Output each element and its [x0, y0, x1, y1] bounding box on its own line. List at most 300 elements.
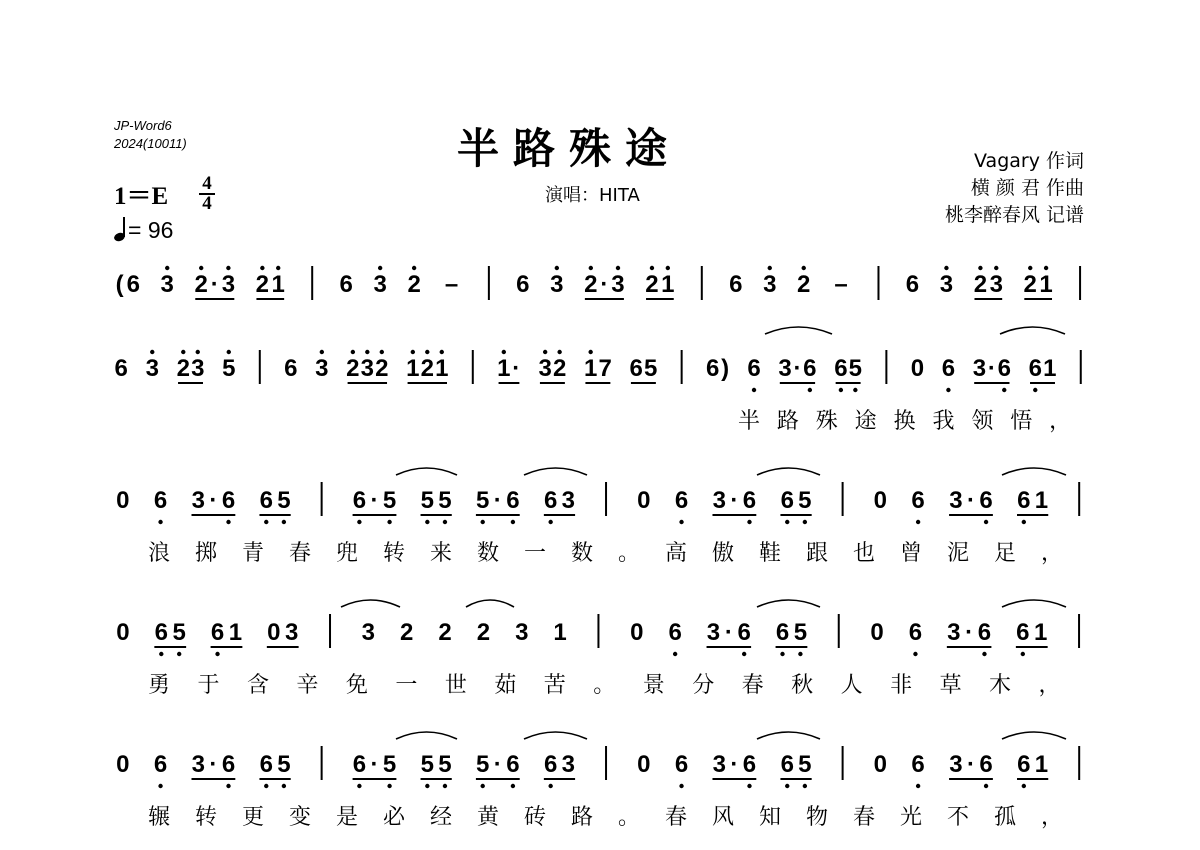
octave-dot-low	[1022, 784, 1026, 788]
note: 2	[400, 619, 414, 646]
octave-dot-low	[853, 388, 857, 392]
note: 2	[194, 271, 208, 298]
lyric-char: 领	[971, 409, 994, 434]
note: 1	[435, 355, 449, 382]
octave-dot-low	[752, 388, 756, 392]
lyric-char: 也	[853, 541, 876, 566]
lyric-char: 变	[289, 805, 312, 830]
note: 5	[798, 487, 812, 514]
octave-dot-low	[481, 784, 485, 788]
octave-dot-low	[1002, 388, 1006, 392]
note: 6	[506, 751, 520, 778]
note: 3	[949, 751, 963, 778]
octave-dot-low	[803, 784, 807, 788]
octave-dot-low	[916, 784, 920, 788]
note: 2	[346, 355, 360, 382]
note: 6	[352, 751, 367, 778]
note: )	[721, 355, 730, 382]
note: 6	[979, 751, 993, 778]
note: 3	[561, 487, 575, 514]
note: 0	[116, 619, 130, 646]
octave-dot-high	[557, 350, 561, 354]
note: 3	[360, 355, 375, 382]
lyric-char: 物	[806, 805, 829, 830]
composer-credit: 横 颜 君 作曲	[970, 177, 1084, 199]
dot-duration: ·	[493, 487, 502, 514]
octave-dot-low	[357, 520, 361, 524]
lyric-char: 半	[738, 409, 761, 434]
note: 3	[972, 355, 987, 382]
octave-dot-high	[351, 350, 355, 354]
octave-dot-high	[543, 350, 547, 354]
octave-dot-high	[802, 266, 806, 270]
lyric-char: 春	[853, 805, 876, 830]
octave-dot-low	[548, 784, 552, 788]
octave-dot-low	[747, 784, 751, 788]
note: 1	[497, 355, 511, 382]
octave-dot-low	[1022, 520, 1026, 524]
note: 7	[598, 355, 612, 382]
dot-duration: ·	[370, 487, 379, 514]
tie-slur	[1002, 732, 1066, 739]
note: 6	[1017, 487, 1031, 514]
note: 3	[550, 271, 564, 298]
octave-dot-high	[589, 266, 593, 270]
note: 5	[382, 751, 397, 778]
octave-dot-high	[227, 350, 231, 354]
note: 6	[941, 355, 956, 382]
octave-dot-low	[425, 520, 429, 524]
note: 6	[210, 619, 225, 646]
note: 6	[908, 619, 923, 646]
note: 3	[949, 487, 963, 514]
note: 6	[516, 271, 530, 298]
lyric-char: ，	[1041, 541, 1064, 566]
time-denominator: 4	[202, 193, 212, 214]
octave-dot-low	[282, 520, 286, 524]
note: 6	[742, 751, 757, 778]
song-title: 半路殊途	[457, 124, 682, 173]
octave-dot-low	[481, 520, 485, 524]
lyric-char: 青	[242, 541, 265, 566]
tie-slur	[341, 600, 400, 607]
lyric-char: 傲	[712, 541, 735, 566]
lyric-char: 更	[242, 805, 265, 830]
software-name: JP-Word6	[114, 118, 172, 133]
note: 2	[375, 355, 389, 382]
note: 6	[729, 271, 743, 298]
octave-dot-low	[158, 520, 162, 524]
note: 5	[382, 487, 397, 514]
note: 6	[153, 751, 168, 778]
lyric-char: 春	[741, 673, 764, 698]
lyric-char: 数	[571, 541, 594, 566]
note: 3	[763, 271, 777, 298]
note: 5	[848, 355, 863, 382]
lyric-char: 人	[840, 673, 863, 698]
note: 5	[643, 355, 658, 382]
octave-dot-low	[803, 520, 807, 524]
octave-dot-high	[226, 266, 230, 270]
octave-dot-low	[264, 520, 268, 524]
dot-duration: ·	[793, 355, 802, 382]
note: 6	[775, 619, 790, 646]
octave-dot-low	[984, 520, 988, 524]
note: 2	[552, 355, 567, 382]
lyric-char: 含	[246, 673, 269, 698]
note: 3	[160, 271, 174, 298]
note: 3	[611, 271, 625, 298]
dot-duration: ·	[965, 619, 974, 646]
lyric-char: 辛	[296, 673, 319, 698]
note: 3	[947, 619, 961, 646]
lyric-char: 悟	[1010, 409, 1033, 434]
lyric-char: 殊	[815, 409, 838, 434]
octave-dot-high	[555, 266, 559, 270]
octave-dot-low	[780, 652, 784, 656]
note: 0	[116, 487, 130, 514]
note: 5	[420, 751, 435, 778]
note: 6	[506, 487, 520, 514]
octave-dot-low	[913, 652, 917, 656]
octave-dot-high	[199, 266, 203, 270]
note: 6	[979, 487, 993, 514]
note: 3	[315, 355, 329, 382]
tie-slur	[757, 732, 820, 739]
note: 3	[221, 271, 236, 298]
note: 2	[438, 619, 452, 646]
note: 6	[705, 355, 720, 382]
note: 6	[674, 487, 689, 514]
note: 2	[584, 271, 598, 298]
lyric-char: 我	[932, 409, 955, 434]
lyric-char: 砖	[524, 805, 547, 830]
note: 2	[176, 355, 190, 382]
note: 6	[352, 487, 367, 514]
octave-dot-low	[747, 520, 751, 524]
octave-dot-low	[839, 388, 843, 392]
lyric-char: 勇	[148, 673, 171, 698]
lyric-char: 是	[336, 805, 359, 830]
note: 3	[538, 355, 552, 382]
note: (	[115, 271, 124, 298]
lyric-char: 知	[759, 805, 782, 830]
note: 6	[114, 355, 128, 382]
lyric-char: 一	[524, 541, 547, 566]
dot-duration: ·	[730, 751, 739, 778]
octave-dot-high	[1044, 266, 1048, 270]
note: 1	[228, 619, 243, 646]
octave-dot-low	[673, 652, 677, 656]
note: 6	[668, 619, 682, 646]
lyric-char: 。	[618, 541, 641, 566]
octave-dot-low	[226, 520, 230, 524]
lyric-char: 黄	[477, 805, 500, 830]
note: 3	[373, 271, 387, 298]
lyric-char: 必	[383, 805, 406, 830]
dot-duration: ·	[210, 271, 219, 298]
note: 5	[438, 487, 452, 514]
note: –	[444, 271, 459, 298]
lyric-char: 风	[712, 805, 735, 830]
lyric-char: 一	[395, 673, 418, 698]
octave-dot-low	[226, 784, 230, 788]
lyric-char: 换	[893, 409, 916, 434]
note: 0	[630, 619, 644, 646]
lyric-char: 分	[692, 673, 715, 698]
singer-credit: 演唱：HITA	[545, 185, 640, 206]
note: 0	[910, 355, 925, 382]
octave-dot-high	[196, 350, 200, 354]
octave-dot-low	[798, 652, 802, 656]
tie-slur	[757, 468, 820, 475]
octave-dot-low	[548, 520, 552, 524]
note: 6	[911, 487, 925, 514]
lyric-char: 浪	[148, 541, 171, 566]
time-numerator: 4	[202, 173, 212, 194]
lyric-char: 草	[939, 673, 962, 698]
lyric-char: 高	[665, 541, 688, 566]
note: 2	[476, 619, 491, 646]
note: 6	[259, 487, 273, 514]
note: 3	[712, 751, 726, 778]
tie-slur	[1000, 327, 1065, 334]
octave-dot-high	[616, 266, 620, 270]
lyric-char: 路	[571, 805, 594, 830]
note: 6	[997, 355, 1011, 382]
dot-duration: ·	[493, 751, 502, 778]
tie-slur	[466, 600, 514, 607]
lyric-char: 跟	[806, 541, 829, 566]
note: 3	[561, 751, 575, 778]
note: 3	[989, 271, 1003, 298]
octave-dot-low	[785, 520, 789, 524]
key-signature: 1＝E	[114, 183, 169, 210]
tie-slur	[1002, 600, 1066, 607]
note: 0	[267, 619, 281, 646]
octave-dot-low	[357, 784, 361, 788]
note: 5	[172, 619, 186, 646]
note: 6	[259, 751, 273, 778]
note: 6	[339, 271, 353, 298]
lyric-char: 掷	[195, 541, 218, 566]
lyric-char: 不	[947, 805, 970, 830]
note: 1	[1039, 271, 1053, 298]
lyric-char: 鞋	[759, 541, 782, 566]
note: 3	[284, 619, 299, 646]
lyric-char: 辗	[148, 805, 171, 830]
dot-duration: ·	[987, 355, 996, 382]
note: 6	[1016, 619, 1030, 646]
note: 6	[747, 355, 761, 382]
tempo-value: = 96	[128, 217, 174, 243]
octave-dot-high	[425, 350, 429, 354]
tie-slur	[524, 732, 587, 739]
dot-duration: ·	[512, 355, 521, 382]
octave-dot-high	[412, 266, 416, 270]
lyric-char: 春	[665, 805, 688, 830]
note: 1	[271, 271, 285, 298]
lyric-char: 茹	[494, 673, 517, 698]
note: 3	[515, 619, 529, 646]
tie-slur	[396, 468, 457, 475]
octave-dot-high	[181, 350, 185, 354]
note: 6	[1017, 751, 1031, 778]
tie-slur	[524, 468, 587, 475]
note: 3	[191, 751, 205, 778]
lyric-char: 转	[383, 541, 406, 566]
octave-dot-high	[768, 266, 772, 270]
lyric-char: 苦	[543, 673, 566, 698]
octave-dot-low	[1021, 652, 1025, 656]
octave-dot-low	[282, 784, 286, 788]
octave-dot-low	[511, 784, 515, 788]
octave-dot-high	[588, 350, 592, 354]
note: 5	[277, 487, 291, 514]
note: 1	[406, 355, 420, 382]
note: 6	[1028, 355, 1042, 382]
note: 2	[797, 271, 811, 298]
lyric-char: 孤	[994, 805, 1017, 830]
octave-dot-low	[264, 784, 268, 788]
note: 5	[476, 487, 490, 514]
note: 6	[834, 355, 848, 382]
lyric-char: 世	[444, 673, 467, 698]
octave-dot-high	[380, 350, 384, 354]
octave-dot-low	[1033, 388, 1037, 392]
octave-dot-low	[511, 520, 515, 524]
octave-dot-high	[944, 266, 948, 270]
lyric-char: ，	[1049, 409, 1072, 434]
lyric-char: 经	[430, 805, 453, 830]
octave-dot-low	[984, 784, 988, 788]
lyric-char: 途	[854, 409, 877, 434]
note: 6	[221, 487, 236, 514]
tie-slur	[757, 600, 820, 607]
note: 0	[116, 751, 130, 778]
dot-duration: ·	[966, 751, 975, 778]
lyric-char: 数	[477, 541, 500, 566]
note: 3	[145, 355, 159, 382]
octave-dot-high	[666, 266, 670, 270]
note: 1	[553, 619, 567, 646]
note: 2	[645, 271, 659, 298]
dot-duration: ·	[209, 487, 218, 514]
octave-dot-low	[443, 784, 447, 788]
lyric-char: 路	[776, 409, 799, 434]
note: 6	[674, 751, 689, 778]
note: 3	[706, 619, 721, 646]
note: 3	[778, 355, 792, 382]
version-code: 2024(10011)	[114, 136, 187, 151]
octave-dot-high	[502, 350, 506, 354]
note: 0	[637, 487, 651, 514]
note: 6	[780, 487, 794, 514]
octave-dot-high	[1028, 266, 1032, 270]
note: 1	[1034, 751, 1049, 778]
note: 3	[712, 487, 726, 514]
lyric-char: 足	[994, 541, 1017, 566]
note: 5	[222, 355, 236, 382]
octave-dot-low	[158, 784, 162, 788]
octave-dot-low	[679, 784, 683, 788]
lyric-char: ，	[1038, 673, 1061, 698]
note: 6	[737, 619, 751, 646]
lyric-char: 春	[289, 541, 312, 566]
lyric-char: ，	[1041, 805, 1064, 830]
note: 6	[629, 355, 643, 382]
note: 0	[870, 619, 884, 646]
lyric-char: 。	[593, 673, 616, 698]
note: 6	[911, 751, 925, 778]
octave-dot-low	[742, 652, 746, 656]
note: 0	[873, 751, 888, 778]
note: 3	[939, 271, 954, 298]
note: 6	[221, 751, 236, 778]
note: 2	[420, 355, 434, 382]
note: 1	[1043, 355, 1057, 382]
note: 2	[255, 271, 270, 298]
note: 6	[905, 271, 920, 298]
octave-dot-low	[946, 388, 950, 392]
note: 5	[277, 751, 291, 778]
octave-dot-low	[177, 652, 181, 656]
lyric-char: 。	[618, 805, 641, 830]
note: 5	[793, 619, 808, 646]
note: 2	[1023, 271, 1037, 298]
octave-dot-high	[994, 266, 998, 270]
octave-dot-high	[378, 266, 382, 270]
note: 3	[361, 619, 376, 646]
note: 6	[543, 751, 558, 778]
dot-duration: ·	[370, 751, 379, 778]
octave-dot-low	[916, 520, 920, 524]
lyric-char: 木	[989, 673, 1012, 698]
dot-duration: ·	[730, 487, 739, 514]
lyric-char: 转	[195, 805, 218, 830]
octave-dot-high	[650, 266, 654, 270]
lyric-char: 于	[197, 673, 220, 698]
lyric-char: 来	[430, 541, 453, 566]
octave-dot-low	[679, 520, 683, 524]
note: 6	[284, 355, 298, 382]
lyric-char: 免	[345, 673, 368, 698]
note: 6	[154, 619, 168, 646]
note: 6	[977, 619, 992, 646]
note: 6	[543, 487, 558, 514]
note: 0	[637, 751, 651, 778]
note: 6	[126, 271, 140, 298]
lyric-char: 兜	[336, 541, 359, 566]
note: 6	[153, 487, 168, 514]
octave-dot-high	[165, 266, 169, 270]
note: 5	[476, 751, 490, 778]
note: 0	[873, 487, 888, 514]
note: 1	[1034, 487, 1049, 514]
lyricist-credit: Vagary 作词	[974, 150, 1084, 172]
note: 6	[780, 751, 794, 778]
note: 1	[583, 355, 598, 382]
dot-duration: ·	[600, 271, 609, 298]
note: 3	[191, 487, 205, 514]
octave-dot-high	[150, 350, 154, 354]
tie-slur	[765, 327, 832, 334]
note: 2	[973, 271, 988, 298]
octave-dot-high	[978, 266, 982, 270]
dot-duration: ·	[966, 487, 975, 514]
note: 2	[407, 271, 421, 298]
octave-dot-low	[982, 652, 986, 656]
